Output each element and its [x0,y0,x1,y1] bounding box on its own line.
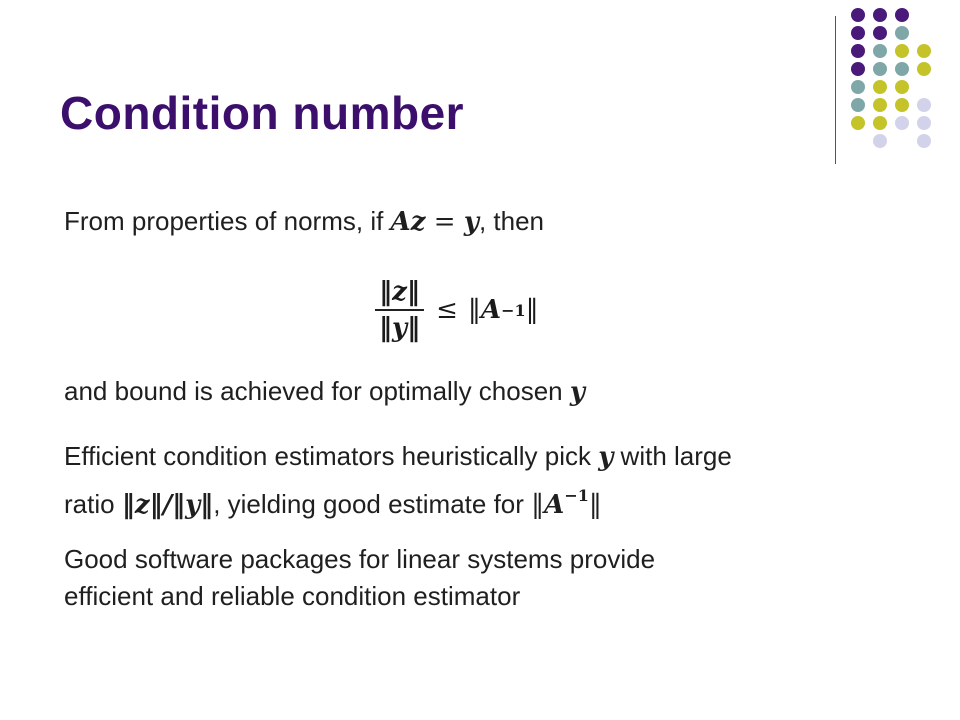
p3-l2-math-ratio: ‖z‖/‖y‖ [121,490,214,520]
paragraph-estimators-line1 [64,440,732,473]
display-norm-close: ‖ [525,295,539,325]
slide-title: Condition number [60,87,465,139]
paragraph-software-line2: efficient and reliable condition estimator [64,581,521,611]
decorative-dot [851,8,865,22]
display-fraction [375,275,424,345]
paragraph-estimators-line2 [64,480,602,521]
decorative-dot [873,62,887,76]
decorative-dot [873,116,887,130]
decorative-dot [895,62,909,76]
paragraph-bound-achieved [64,375,585,408]
p1-text-before: From properties of norms, if [64,206,391,236]
decorative-dot [851,98,865,112]
decorative-dot [873,44,887,58]
p3-l2-mid: , yielding good estimate for [213,489,532,519]
p3-l2-norm-open: ‖ [531,490,545,520]
decorative-dot [917,44,931,58]
decorative-dot [917,116,931,130]
display-matrix-A: A [480,295,502,325]
paragraph-software-line1: Good software packages for linear systems provide [64,544,656,574]
paragraph-norm-properties [64,205,544,238]
decorative-dot [917,62,931,76]
p3-l2-exponent: −1 [564,486,589,505]
p1-math-y: y [463,207,479,237]
decorative-dot [851,116,865,130]
p3-l1-before: Efficient condition estimators heuristically pick [64,441,599,471]
decorative-dot [851,62,865,76]
decorative-dot [873,134,887,148]
decorative-dot [873,26,887,40]
decorative-dot [895,44,909,58]
decorative-dot [895,8,909,22]
display-relation: ≤ [436,295,458,325]
display-numerator: ‖z‖ [379,277,420,307]
decorative-dot [873,98,887,112]
p3-l1-after: with large [613,441,732,471]
p1-math-A: A [390,207,411,237]
display-norm-open: ‖ [467,295,481,325]
decorative-dot [873,8,887,22]
p1-math-z: z [410,207,426,237]
p3-l2-math-A: A [544,490,565,520]
p2-math-y: y [569,377,585,407]
p3-l1-math-y: y [598,442,614,472]
decorative-dot [895,26,909,40]
p1-math-equals: = [425,207,464,237]
display-exponent: −1 [501,300,526,320]
display-inequality [375,270,539,350]
p1-text-after: , then [478,206,544,236]
p3-l2-norm-close: ‖ [588,490,602,520]
display-denominator: ‖y‖ [379,313,421,343]
decorative-dot [895,98,909,112]
decorative-dot [917,98,931,112]
p2-text: and bound is achieved for optimally chosen [64,376,570,406]
decorative-dot [895,80,909,94]
p3-l2-before: ratio [64,489,122,519]
decorative-divider-line [835,16,836,164]
decorative-dot [851,80,865,94]
decorative-dot [917,134,931,148]
decorative-dot [851,26,865,40]
decorative-dot [873,80,887,94]
decorative-dot [851,44,865,58]
decorative-dot [895,116,909,130]
